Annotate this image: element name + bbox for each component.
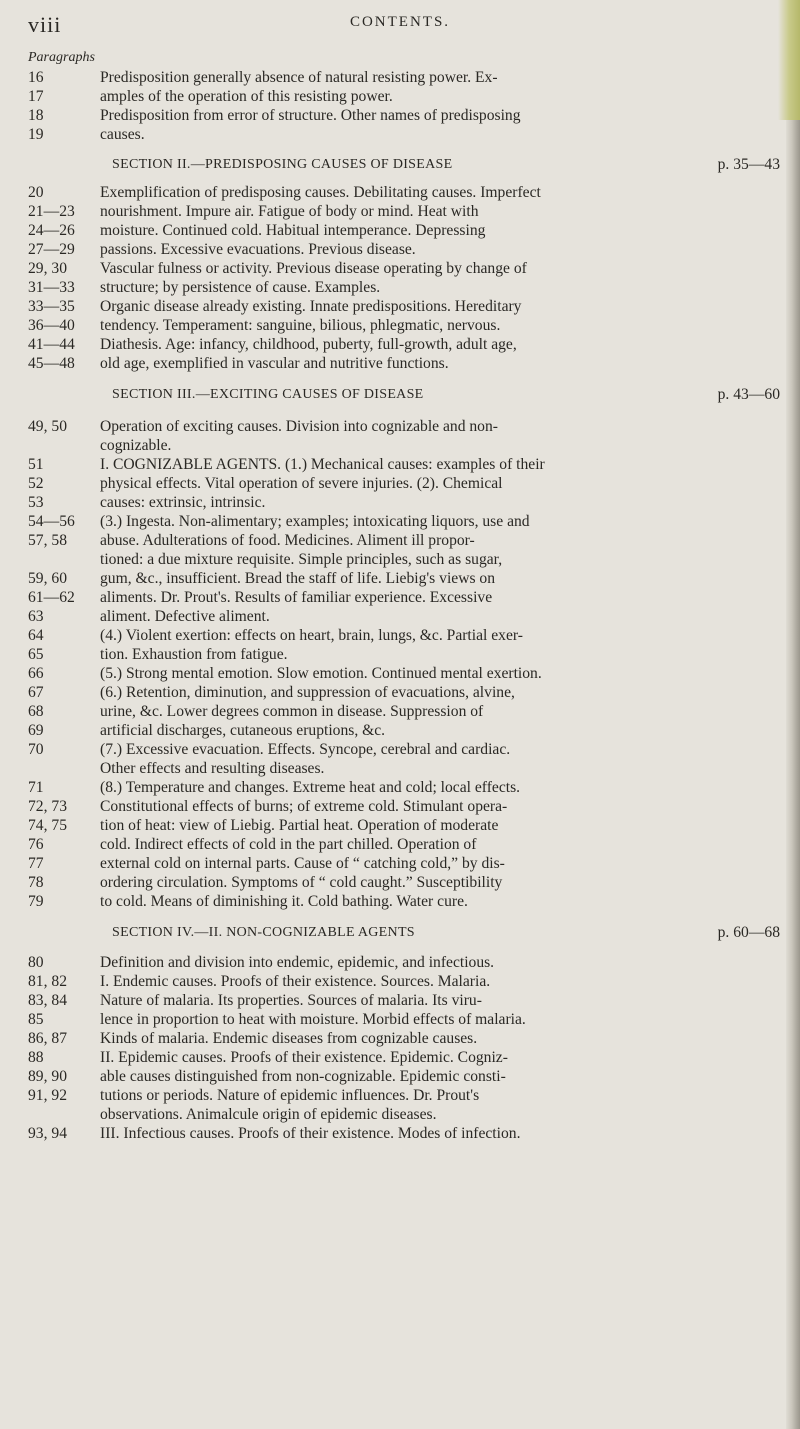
contents-text: nourishment. Impure air. Fatigue of body or mind. Heat with — [100, 203, 479, 220]
contents-text: tion. Exhaustion from fatigue. — [100, 646, 288, 663]
paragraph-number: 67 — [28, 684, 44, 701]
paragraph-number: 85 — [28, 1011, 44, 1028]
contents-text: cognizable. — [100, 437, 172, 454]
contents-text: III. Infectious causes. Proofs of their existence. Modes of infection. — [100, 1125, 521, 1142]
contents-text: tioned: a due mixture requisite. Simple principles, such as sugar, — [100, 551, 503, 568]
paragraph-number: 77 — [28, 855, 44, 872]
paragraph-number: 52 — [28, 475, 44, 492]
paragraph-number: 81, 82 — [28, 973, 67, 990]
column-label: Paragraphs — [28, 50, 95, 65]
contents-text: (3.) Ingesta. Non-alimentary; examples; intoxicating liquors, use and — [100, 513, 530, 530]
paragraph-number: 31—33 — [28, 279, 75, 296]
contents-text: Other effects and resulting diseases. — [100, 760, 325, 777]
contents-text: tutions or periods. Nature of epidemic influences. Dr. Prout's — [100, 1087, 480, 1104]
paragraph-number: 18 — [28, 107, 44, 124]
running-head: CONTENTS. — [349, 14, 451, 30]
paragraph-number: 65 — [28, 646, 44, 663]
contents-text: Predisposition generally absence of natural resisting power. Ex- — [100, 69, 498, 86]
contents-text: artificial discharges, cutaneous eruptions, &c. — [100, 722, 386, 739]
paragraph-number: 59, 60 — [28, 570, 67, 587]
contents-text: Operation of exciting causes. Division into cognizable and non- — [100, 418, 498, 435]
paragraph-number: 69 — [28, 722, 44, 739]
paragraph-number: 49, 50 — [28, 418, 67, 435]
contents-text: (7.) Excessive evacuation. Effects. Syncope, cerebral and cardiac. — [100, 741, 511, 758]
contents-text: passions. Excessive evacuations. Previous disease. — [100, 241, 416, 258]
paragraph-number: 78 — [28, 874, 44, 891]
paragraph-number: 86, 87 — [28, 1030, 67, 1047]
contents-text: Constitutional effects of burns; of extreme cold. Stimulant opera- — [100, 798, 508, 815]
section-pages: p. 43—60 — [717, 386, 780, 403]
contents-text: old age, exemplified in vascular and nutritive functions. — [100, 355, 449, 372]
contents-text: abuse. Adulterations of food. Medicines. Aliment ill propor- — [100, 532, 475, 549]
paragraph-number: 83, 84 — [28, 992, 67, 1009]
paragraph-number: 20 — [28, 184, 44, 201]
paragraph-number: 80 — [28, 954, 44, 971]
paragraph-number: 24—26 — [28, 222, 75, 239]
paragraph-number: 33—35 — [28, 298, 75, 315]
paragraph-number: 16 — [28, 69, 44, 86]
contents-text: tion of heat: view of Liebig. Partial heat. Operation of moderate — [100, 817, 499, 834]
contents-text: Nature of malaria. Its properties. Sources of malaria. Its viru- — [100, 992, 482, 1009]
contents-text: to cold. Means of diminishing it. Cold bathing. Water cure. — [100, 893, 468, 910]
contents-text: Vascular fulness or activity. Previous disease operating by change of — [100, 260, 527, 277]
paragraph-number: 21—23 — [28, 203, 75, 220]
contents-text: Organic disease already existing. Innate predispositions. Hereditary — [100, 298, 522, 315]
contents-text: causes: extrinsic, intrinsic. — [100, 494, 266, 511]
contents-text: observations. Animalcule origin of epidemic diseases. — [100, 1106, 437, 1123]
paragraph-number: 93, 94 — [28, 1125, 67, 1142]
contents-text: Definition and division into endemic, epidemic, and infectious. — [100, 954, 495, 971]
paragraph-number: 61—62 — [28, 589, 75, 606]
paragraph-number: 91, 92 — [28, 1087, 67, 1104]
paragraph-number: 76 — [28, 836, 44, 853]
contents-text: I. Endemic causes. Proofs of their existence. Sources. Malaria. — [100, 973, 491, 990]
paragraph-number: 29, 30 — [28, 260, 67, 277]
contents-text: gum, &c., insufficient. Bread the staff of life. Liebig's views on — [100, 570, 496, 587]
contents-text: lence in proportion to heat with moisture. Morbid effects of malaria. — [100, 1011, 526, 1028]
contents-text: able causes distinguished from non-cognizable. Epidemic consti- — [100, 1068, 506, 1085]
paragraph-number: 68 — [28, 703, 44, 720]
paragraph-number: 66 — [28, 665, 44, 682]
paragraph-number: 36—40 — [28, 317, 75, 334]
contents-text: cold. Indirect effects of cold in the part chilled. Operation of — [100, 836, 477, 853]
section-title: SECTION IV.—II. NON-COGNIZABLE AGENTS — [112, 925, 415, 940]
section-pages: p. 60—68 — [717, 924, 780, 941]
paragraph-number: 17 — [28, 88, 44, 105]
contents-text: (8.) Temperature and changes. Extreme heat and cold; local effects. — [100, 779, 521, 796]
paragraph-number: 74, 75 — [28, 817, 67, 834]
paragraph-number: 63 — [28, 608, 44, 625]
contents-text: Exemplification of predisposing causes. Debilitating causes. Imperfect — [100, 184, 541, 201]
page-number: viii — [28, 12, 62, 37]
page-edge — [786, 0, 800, 1429]
paragraph-number: 19 — [28, 126, 44, 143]
contents-text: Predisposition from error of structure. Other names of predisposing — [100, 107, 521, 124]
contents-text: (4.) Violent exertion: effects on heart, brain, lungs, &c. Partial exer- — [100, 627, 523, 644]
paragraph-number: 72, 73 — [28, 798, 67, 815]
paragraph-number: 27—29 — [28, 241, 75, 258]
paragraph-number: 88 — [28, 1049, 44, 1066]
contents-text: external cold on internal parts. Cause of “ catching cold,” by dis- — [100, 855, 505, 872]
contents-text: Diathesis. Age: infancy, childhood, puberty, full-growth, adult age, — [100, 336, 517, 353]
contents-text: Kinds of malaria. Endemic diseases from cognizable causes. — [100, 1030, 478, 1047]
contents-text: structure; by persistence of cause. Examples. — [100, 279, 381, 296]
paragraph-number: 54—56 — [28, 513, 75, 530]
contents-text: aliments. Dr. Prout's. Results of familiar experience. Excessive — [100, 589, 493, 606]
section-title: SECTION II.—PREDISPOSING CAUSES OF DISEASE — [112, 157, 453, 172]
contents-text: moisture. Continued cold. Habitual intemperance. Depressing — [100, 222, 486, 239]
paragraph-number: 45—48 — [28, 355, 75, 372]
paragraph-number: 89, 90 — [28, 1068, 67, 1085]
contents-text: I. COGNIZABLE AGENTS. (1.) Mechanical causes: examples of their — [100, 456, 545, 473]
section-title: SECTION III.—EXCITING CAUSES OF DISEASE — [112, 387, 424, 402]
contents-text: ordering circulation. Symptoms of “ cold caught.” Susceptibility — [100, 874, 503, 891]
section-pages: p. 35—43 — [717, 156, 780, 173]
contents-text: urine, &c. Lower degrees common in disease. Suppression of — [100, 703, 484, 720]
paragraph-number: 51 — [28, 456, 44, 473]
paragraph-number: 64 — [28, 627, 44, 644]
paragraph-number: 57, 58 — [28, 532, 67, 549]
contents-text: amples of the operation of this resisting power. — [100, 88, 393, 105]
contents-text: tendency. Temperament: sanguine, bilious, phlegmatic, nervous. — [100, 317, 501, 334]
contents-text: causes. — [100, 126, 145, 143]
paragraph-number: 53 — [28, 494, 44, 511]
paragraph-number: 70 — [28, 741, 44, 758]
paragraph-number: 41—44 — [28, 336, 75, 353]
contents-text: (5.) Strong mental emotion. Slow emotion. Continued mental exertion. — [100, 665, 542, 682]
contents-text: aliment. Defective aliment. — [100, 608, 270, 625]
contents-text: physical effects. Vital operation of severe injuries. (2). Chemical — [100, 475, 503, 492]
paragraph-number: 79 — [28, 893, 44, 910]
contents-text: II. Epidemic causes. Proofs of their existence. Epidemic. Cogniz- — [100, 1049, 508, 1066]
paragraph-number: 71 — [28, 779, 44, 796]
contents-text: (6.) Retention, diminution, and suppression of evacuations, alvine, — [100, 684, 515, 701]
